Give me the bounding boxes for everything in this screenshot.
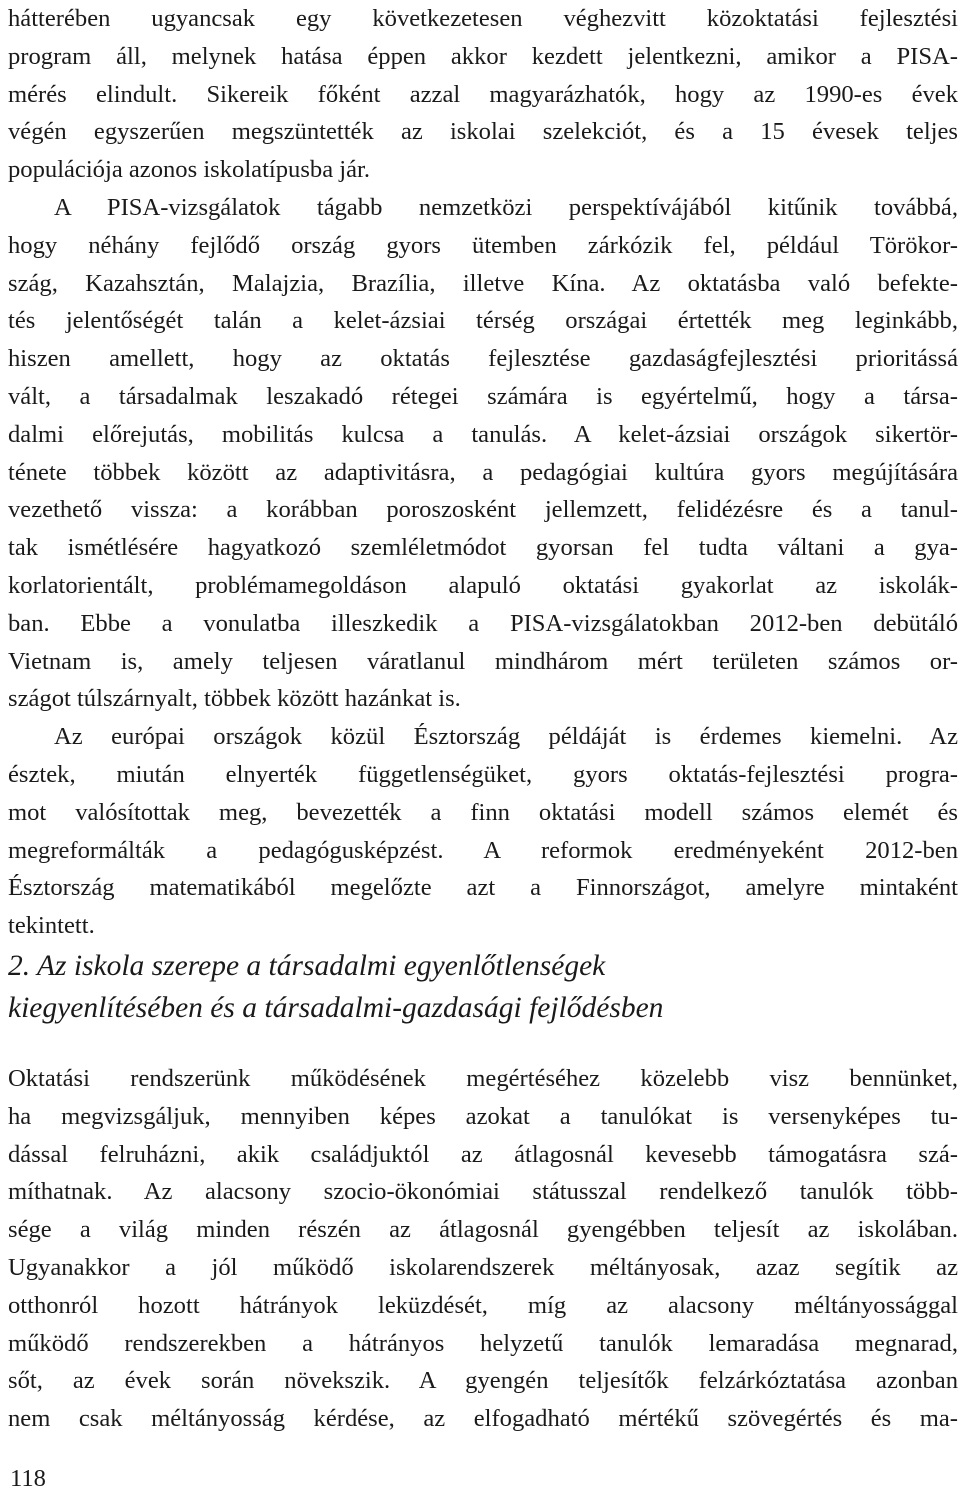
text-line: dalmi előrejutás, mobilitás kulcsa a tanulás. A kelet-ázsiai országok sikertör- xyxy=(8,420,958,448)
text-line: ban. Ebbe a vonulatba illeszkedik a PISA-vizsgálatokban 2012-ben debütáló xyxy=(8,609,958,637)
text-line: hátterében ugyancsak egy következetesen véghezvitt közoktatási fejlesztési xyxy=(8,5,958,32)
text-line: Észtország matematikából megelőzte azt a Finnországot, amelyre mintaként xyxy=(8,874,958,902)
text-line: Ugyanakkor a jól működő iskolarendszerek méltányosak, azaz segítik az xyxy=(8,1253,958,1281)
text-line: mot valósítottak meg, bevezették a finn oktatási modell számos elemét és xyxy=(8,798,958,826)
body-text-block-2 xyxy=(8,1060,958,1438)
text-line: Vietnam is, amely teljesen váratlanul mindhárom mért területen számos or- xyxy=(8,647,958,675)
text-line: sége a világ minden részén az átlagosnál gyengébben teljesít az iskolában. xyxy=(8,1216,958,1244)
text-line: működő rendszerekben a hátrányos helyzetű tanulók lemaradása megnarad, xyxy=(8,1329,958,1357)
text-line: ténete többek között az adaptivitásra, a pedagógiai kultúra gyors megújítására xyxy=(8,458,958,486)
text-line: tekintett. xyxy=(8,912,95,940)
text-line: hiszen amellett, hogy az oktatás fejlesztése gazdaságfejlesztési prioritássá xyxy=(8,345,958,373)
text-line: vált, a társadalmak leszakadó rétegei számára is egyértelmű, hogy a társa- xyxy=(8,382,958,410)
text-line: megreformálták a pedagógusképzést. A reformok eredményeként 2012-ben xyxy=(8,836,958,864)
text-line: tak ismétlésére hagyatkozó szemléletmódot gyorsan fel tudta váltani a gya- xyxy=(8,534,958,562)
text-line: szág, Kazahsztán, Malajzia, Brazília, illetve Kína. Az oktatásba való befekte- xyxy=(8,269,958,297)
text-line: hogy néhány fejlődő ország gyors ütemben zárkózik fel, például Törökor- xyxy=(8,231,958,259)
text-line: ha megvizsgáljuk, mennyiben képes azokat a tanulókat is versenyképes tu- xyxy=(8,1102,958,1130)
heading-line: kiegyenlítésében és a társadalmi-gazdasági fejlődésben xyxy=(8,992,664,1024)
paragraph-first-line: Az európai országok közül Észtország példáját is érdemes kiemelni. Az xyxy=(54,723,958,751)
body-text-block-1 xyxy=(8,0,958,945)
text-line: tés jelentőségét talán a kelet-ázsiai térség országai értették meg leginkább, xyxy=(8,307,958,335)
paragraph-first-line: A PISA-vizsgálatok tágabb nemzetközi perspektívájából kitűnik továbbá, xyxy=(54,193,958,221)
section-heading xyxy=(8,945,958,1029)
text-line: populációja azonos iskolatípusba jár. xyxy=(8,156,370,184)
text-line: sőt, az évek során növekszik. A gyengén teljesítők felzárkóztatása azonban xyxy=(8,1367,958,1395)
text-line: míthatnak. Az alacsony szocio-ökonómiai státusszal rendelkező tanulók több- xyxy=(8,1178,958,1206)
text-line: mérés elindult. Sikereik főként azzal magyarázhatók, hogy az 1990-es évek xyxy=(8,80,958,108)
heading-line: 2. Az iskola szerepe a társadalmi egyenlőtlenségek xyxy=(8,950,606,982)
text-line: nem csak méltányosság kérdése, az elfogadható mértékű szövegértés és ma- xyxy=(8,1405,958,1433)
text-line: otthonról hozott hátrányok leküzdését, míg az alacsony méltányossággal xyxy=(8,1291,958,1319)
text-line: dással felruházni, akik családjuktól az átlagosnál kevesebb támogatásra szá- xyxy=(8,1140,958,1168)
text-line: végén egyszerűen megszüntették az iskolai szelekciót, és a 15 évesek teljes xyxy=(8,118,958,146)
text-line: korlatorientált, problémamegoldáson alapuló oktatási gyakorlat az iskolák- xyxy=(8,571,958,599)
text-line: vezethető vissza: a korábban poroszosként jellemzett, felidézésre és a tanul- xyxy=(8,496,958,524)
text-line: szágot túlszárnyalt, többek között hazánkat is. xyxy=(8,685,461,713)
text-line: észtek, miután elnyerték függetlenségüket, gyors oktatás-fejlesztési progra- xyxy=(8,760,958,788)
page-number: 118 xyxy=(10,1465,46,1492)
text-line: program áll, melynek hatása éppen akkor kezdett jelentkezni, amikor a PISA- xyxy=(8,42,958,70)
text-line: Oktatási rendszerünk működésének megértéséhez közelebb visz bennünket, xyxy=(8,1065,958,1092)
